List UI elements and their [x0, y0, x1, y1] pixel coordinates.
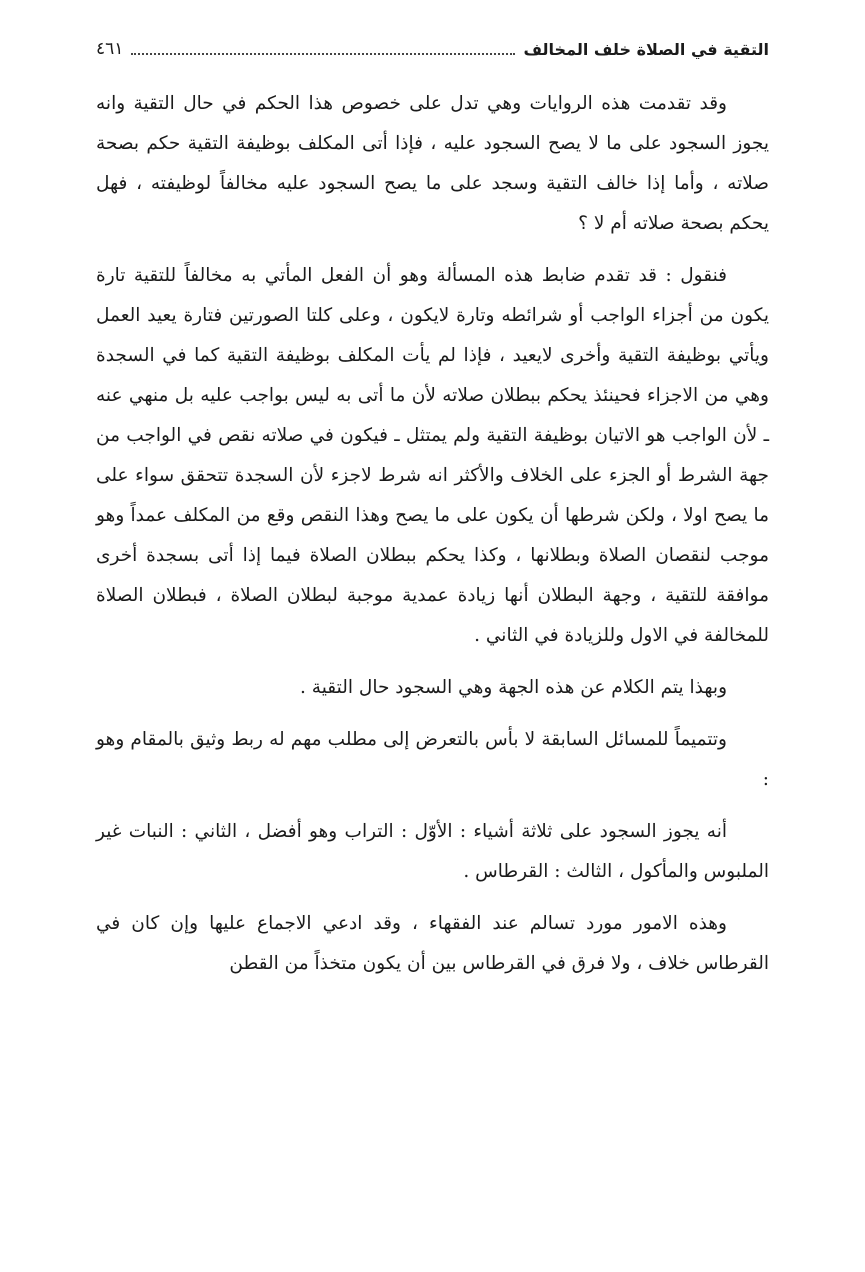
page-header [96, 34, 769, 64]
paragraph: أنه يجوز السجود على ثلاثة أشياء : الأوّل : التراب وهو أفضل ، الثاني : النبات غير الملبوس والمأكول ، الثالث : القرطاس . [96, 821, 769, 882]
paragraph: وتتميماً للمسائل السابقة لا بأس بالتعرض إلى مطلب مهم له ربط وثيق بالمقام وهو : [96, 729, 769, 790]
body-text [96, 84, 769, 996]
dotted-leader [131, 53, 515, 55]
running-title: التقية في الصلاة خلف المخالف [523, 39, 769, 59]
paragraph: وهذه الامور مورد تسالم عند الفقهاء ، وقد ادعي الاجماع عليها وإن كان في القرطاس خلاف ، ولا فرق في القرطاس بين أن يكون متخذاً من القطن [96, 913, 769, 974]
paragraph: وقد تقدمت هذه الروايات وهي تدل على خصوص هذا الحكم في حال التقية وانه يجوز السجود على ما لا يصح السجود عليه ، فإذا أتى المكلف بوظيفة التقية حكم بصحة صلاته ، وأما إذا خالف التقية وسجد على ما يصح السجود عليه مخالفاً لوظيفته ، فهل يحكم بصحة صلاته أم لا ؟ [96, 93, 769, 234]
paragraph: وبهذا يتم الكلام عن هذه الجهة وهي السجود حال التقية . [300, 677, 727, 698]
paragraph: فنقول : قد تقدم ضابط هذه المسألة وهو أن الفعل المأتي به مخالفاً للتقية تارة يكون من أجزاء الواجب أو شرائطه وتارة لايكون ، وعلى كلتا الصورتين فتارة يعيد العمل ويأتي بوظيفة التقية وأخرى لايعيد ، فإذا لم يأت المكلف بوظيفة التقية كما في السجدة وهي من الاجزاء فحينئذ يحكم ببطلان صلاته لأن ما أتى به ليس بواجب عليه بل منهي عنه ـ لأن الواجب هو الاتيان بوظيفة التقية ولم يمتثل ـ فيكون في صلاته نقص في الواجب من جهة الشرط أو الجزء على الخلاف والأكثر انه شرط لاجزء لأن السجدة تتحقق سواء على ما يصح اولا ، ولكن شرطها أن يكون على ما يصح وهذا النقص وقع من المكلف عمداً وهو موجب لنقصان الصلاة وبطلانها ، وكذا يحكم ببطلان الصلاة فيما إذا أتى بسجدة أخرى موافقة للتقية ، وجهة البطلان أنها زيادة عمدية موجبة لبطلان الصلاة ، فبطلان الصلاة للمخالفة في الاول وللزيادة في الثاني . [96, 265, 769, 646]
page-number: ٤٦١ [96, 39, 124, 59]
